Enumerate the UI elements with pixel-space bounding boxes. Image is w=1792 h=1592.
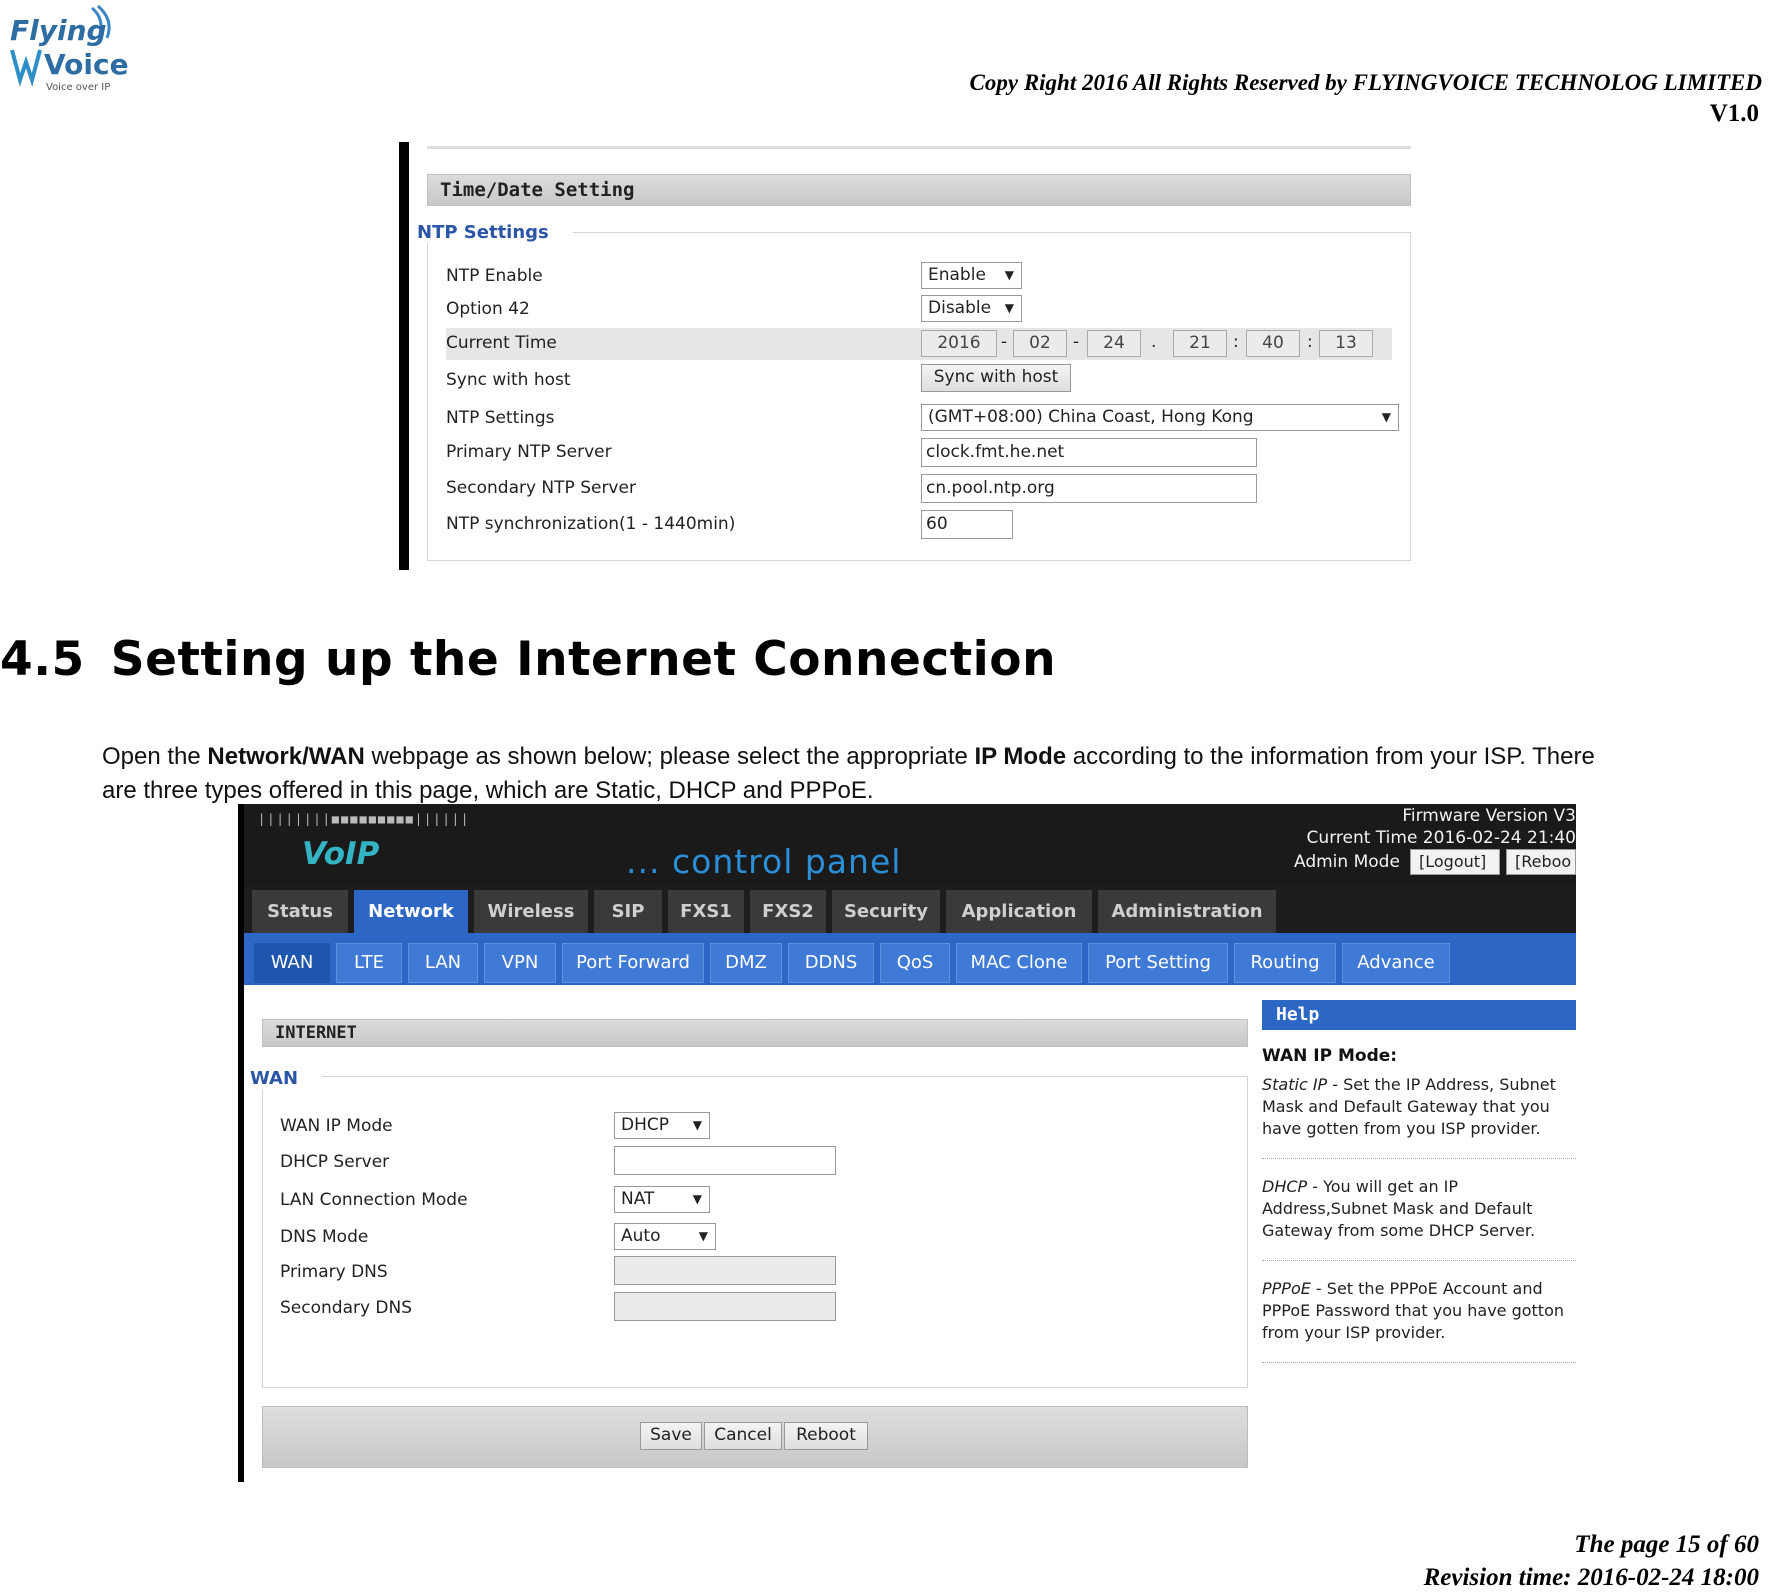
option42-label: Option 42 (446, 299, 530, 319)
month-field[interactable]: 02 (1013, 330, 1067, 357)
section-number: 4.5 (0, 632, 85, 687)
year-field[interactable]: 2016 (921, 330, 997, 357)
secondary-ntp-input[interactable]: cn.pool.ntp.org (921, 474, 1257, 503)
wan-legend: WAN (250, 1068, 322, 1089)
subtab-dmz[interactable]: DMZ (710, 943, 782, 983)
help-term: PPPoE (1262, 1279, 1311, 1298)
option42-select[interactable]: Disable ▼ (921, 295, 1022, 322)
control-panel-title (626, 842, 901, 881)
subtab-advance[interactable]: Advance (1342, 943, 1450, 983)
firmware-version: Firmware Version V3 (1402, 806, 1576, 826)
main-nav (244, 886, 1576, 933)
cancel-button[interactable]: Cancel (704, 1422, 782, 1450)
day-field[interactable]: 24 (1087, 330, 1141, 357)
wan-ip-mode-select[interactable]: DHCP ▼ (614, 1112, 710, 1139)
wan-settings-screenshot (238, 804, 1576, 1482)
ntp-enable-select[interactable]: Enable ▼ (921, 262, 1022, 289)
wan-fieldset (262, 1076, 1248, 1388)
subtab-ddns[interactable]: DDNS (788, 943, 874, 983)
help-text: - Set the IP Address, Subnet Mask and Default Gateway that you have gotten from you ISP provider. (1262, 1075, 1556, 1138)
help-panel-title: Help (1262, 1000, 1576, 1030)
network-wan-term: Network/WAN (207, 743, 365, 770)
primary-dns-label: Primary DNS (280, 1262, 388, 1282)
help-dhcp (1262, 1176, 1578, 1242)
control-panel-dots: ... (626, 842, 661, 881)
document-version: V1.0 (1709, 100, 1759, 127)
intro-text: webpage as shown below; please select the appropriate (364, 743, 975, 770)
lan-connection-mode-select[interactable]: NAT ▼ (614, 1186, 710, 1213)
tab-administration[interactable]: Administration (1098, 890, 1276, 933)
secondary-ntp-label: Secondary NTP Server (446, 478, 636, 498)
voip-logo: VoIP (302, 836, 380, 872)
control-panel-text: control panel (671, 842, 902, 881)
intro-text: according to the information from your ISP. There (1066, 743, 1595, 770)
help-term: DHCP (1262, 1177, 1308, 1196)
secondary-dns-label: Secondary DNS (280, 1298, 413, 1318)
current-time-banner: Current Time 2016-02-24 21:40 (1306, 828, 1576, 848)
screenshot-border (399, 142, 409, 570)
help-text: - You will get an IP Address,Subnet Mask and Default Gateway from some DHCP Server. (1262, 1177, 1536, 1240)
date-separator: - (1073, 332, 1080, 352)
flyingvoice-logo (6, 4, 129, 93)
help-divider (1262, 1158, 1576, 1159)
primary-dns-input[interactable] (614, 1256, 836, 1285)
logo-text-voice: Voice (44, 48, 129, 81)
time-separator: : (1307, 332, 1313, 352)
admin-mode-label: Admin Mode (1294, 852, 1400, 872)
sync-host-label: Sync with host (446, 370, 571, 390)
ntp-fieldset (427, 232, 1411, 561)
dhcp-server-input[interactable] (614, 1146, 836, 1175)
intro-line-2: are three types offered in this page, which are Static, DHCP and PPPoE. (102, 777, 874, 804)
intro-line-1 (102, 740, 1792, 774)
lan-connection-mode-label: LAN Connection Mode (280, 1190, 468, 1210)
intro-text: Open the (102, 743, 208, 770)
date-separator: - (1001, 332, 1008, 352)
tab-network[interactable]: Network (354, 890, 468, 933)
timezone-select[interactable]: (GMT+08:00) China Coast, Hong Kong ▼ (921, 404, 1399, 431)
sub-nav (244, 933, 1576, 985)
tab-security[interactable]: Security (832, 890, 940, 933)
help-text: - Set the PPPoE Account and PPPoE Password that you have gotton from your ISP provider. (1262, 1279, 1565, 1342)
reboot-top-button[interactable]: [Reboo (1506, 849, 1576, 875)
help-divider (1262, 1362, 1576, 1363)
tab-sip[interactable]: SIP (594, 890, 662, 933)
help-divider (1262, 1260, 1576, 1261)
help-static-ip (1262, 1074, 1578, 1140)
minute-field[interactable]: 40 (1246, 330, 1300, 357)
logo-text-flying: Flying (10, 14, 107, 47)
second-field[interactable]: 13 (1319, 330, 1373, 357)
ip-mode-term: IP Mode (974, 743, 1067, 770)
subtab-port-setting[interactable]: Port Setting (1088, 943, 1228, 983)
page-number: The page 15 of 60 (1574, 1531, 1759, 1558)
control-panel-banner (244, 804, 1576, 886)
dns-mode-label: DNS Mode (280, 1227, 369, 1247)
tab-application[interactable]: Application (946, 890, 1092, 933)
subtab-lan[interactable]: LAN (408, 943, 478, 983)
section-heading (0, 632, 1056, 687)
subtab-wan[interactable]: WAN (254, 943, 330, 983)
date-time-separator: . (1151, 332, 1157, 352)
hour-field[interactable]: 21 (1173, 330, 1227, 357)
subtab-port-forward[interactable]: Port Forward (562, 943, 704, 983)
wan-ip-mode-label: WAN IP Mode (280, 1116, 393, 1136)
time-separator: : (1233, 332, 1239, 352)
divider (427, 146, 1411, 149)
current-time-label: Current Time (446, 333, 557, 353)
help-subtitle: WAN IP Mode: (1262, 1046, 1398, 1066)
subtab-vpn[interactable]: VPN (484, 943, 556, 983)
save-button[interactable]: Save (640, 1422, 702, 1450)
tab-status[interactable]: Status (252, 890, 348, 933)
intro-paragraph (102, 740, 1792, 808)
secondary-dns-input[interactable] (614, 1292, 836, 1321)
dhcp-server-label: DHCP Server (280, 1152, 390, 1172)
logout-button[interactable]: [Logout] (1410, 849, 1500, 875)
ntp-timezone-label: NTP Settings (446, 408, 555, 428)
internet-section-title: INTERNET (262, 1019, 1248, 1047)
dns-mode-select[interactable]: Auto ▼ (614, 1223, 716, 1250)
revision-time: Revision time: 2016-02-24 18:00 (1423, 1564, 1759, 1591)
section-title: Setting up the Internet Connection (110, 632, 1057, 687)
subtab-routing[interactable]: Routing (1234, 943, 1336, 983)
copyright-notice: Copy Right 2016 All Rights Reserved by FLYINGVOICE TECHNOLOG LIMITED (969, 70, 1762, 95)
banner-decoration: ||||||||■■■■■■■■■|||||| (258, 812, 471, 826)
ntp-settings-screenshot (399, 142, 1413, 570)
tab-fxs1[interactable]: FXS1 (668, 890, 744, 933)
reboot-button[interactable]: Reboot (784, 1422, 868, 1450)
time-date-setting-title: Time/Date Setting (427, 174, 1411, 206)
primary-ntp-input[interactable]: clock.fmt.he.net (921, 438, 1257, 467)
ntp-sync-interval-input[interactable]: 60 (921, 510, 1013, 539)
primary-ntp-label: Primary NTP Server (446, 442, 612, 462)
help-pppoe (1262, 1278, 1578, 1344)
tab-wireless[interactable]: Wireless (474, 890, 588, 933)
ntp-enable-label: NTP Enable (446, 266, 543, 286)
subtab-mac-clone[interactable]: MAC Clone (956, 943, 1082, 983)
tab-fxs2[interactable]: FXS2 (750, 890, 826, 933)
logo-tagline: Voice over IP (46, 82, 111, 93)
sync-with-host-button[interactable]: Sync with host (921, 364, 1071, 392)
subtab-lte[interactable]: LTE (336, 943, 402, 983)
ntp-sync-interval-label: NTP synchronization(1 - 1440min) (446, 514, 736, 534)
ntp-settings-legend: NTP Settings (417, 222, 573, 243)
subtab-qos[interactable]: QoS (880, 943, 950, 983)
help-term: Static IP (1262, 1075, 1328, 1094)
